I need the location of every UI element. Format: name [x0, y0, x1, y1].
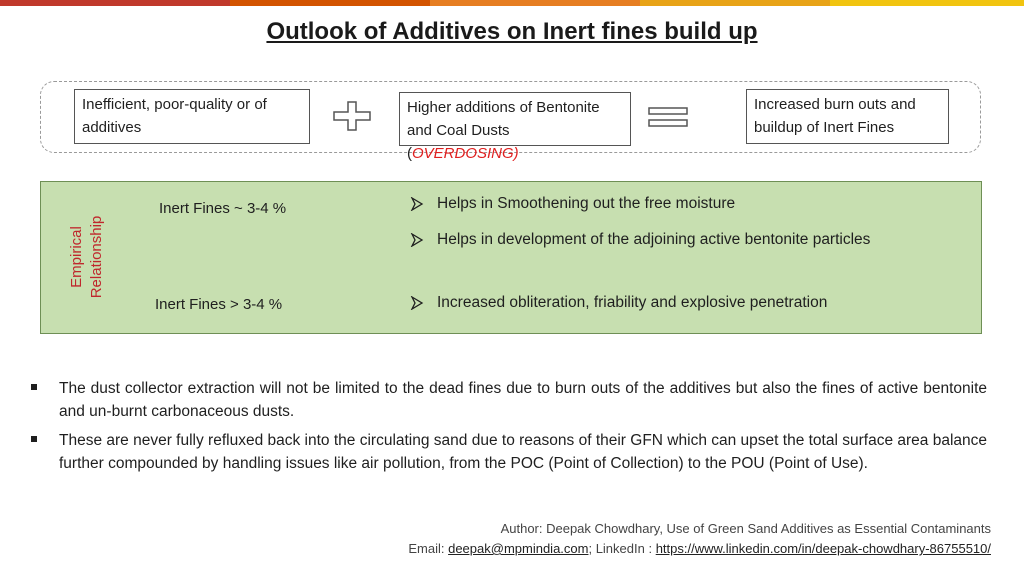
plus-icon: [333, 101, 371, 131]
side-label-line1: Empirical: [68, 226, 85, 288]
condition-low: Inert Fines ~ 3-4 %: [159, 200, 287, 217]
condition-high: Inert Fines > 3-4 %: [155, 296, 283, 313]
square-bullet-icon: [31, 384, 37, 390]
slide-title: Outlook of Additives on Inert fines build up: [266, 18, 758, 45]
color-bar-segment: [0, 0, 230, 6]
color-bar-segment: [640, 0, 830, 6]
additions-text: Higher additions of Bentonite and Coal Dusts: [407, 99, 600, 139]
arrow-bullet-icon: [410, 296, 424, 310]
arrow-bullet-icon: [410, 197, 424, 211]
effect-item: [410, 294, 827, 312]
footer-author: Author: Deepak Chowdhary, Use of Green Sand Additives as Essential Contaminants: [500, 521, 991, 536]
linkedin-link[interactable]: https://www.linkedin.com/in/deepak-chowdhary-86755510/: [655, 541, 991, 556]
color-bar-segment: [830, 0, 1024, 6]
empirical-relationship-label: [67, 192, 111, 322]
effect-text: Helps in development of the adjoining active bentonite particles: [437, 231, 871, 248]
color-bar-segment: [230, 0, 430, 6]
effect-text: Increased obliteration, friability and explosive penetration: [437, 294, 828, 311]
side-label-line2: Relationship: [88, 215, 105, 299]
effect-text: Helps in Smoothening out the free moisture: [437, 195, 736, 212]
linkedin-label: ; LinkedIn :: [588, 541, 656, 556]
email-label: Email:: [408, 541, 449, 556]
square-bullet-icon: [31, 436, 37, 442]
effect-item: [410, 231, 870, 249]
color-bar-segment: [430, 0, 640, 6]
cause-box: Inefficient, poor-quality or of additives: [74, 89, 310, 144]
additions-box: [399, 92, 631, 162]
equals-icon: [648, 107, 688, 127]
email-link[interactable]: deepak@mpmindia.com: [448, 541, 589, 556]
overdosing-label: OVERDOSING): [412, 145, 519, 162]
effect-item: [410, 195, 735, 213]
bullet-paragraph: The dust collector extraction will not be limited to the dead fines due to burn outs of the additives but also the fines of active bentonite and un-burnt carbonaceous dusts.: [59, 380, 987, 420]
bullet-paragraph: These are never fully refluxed back into the circulating sand due to reasons of their GFN which can upset the total surface area balance further compounded by handling issues like air pollution, from the POC (Point of Collection) to the POU (Point of Use).: [59, 432, 987, 472]
result-box: Increased burn outs and buildup of Inert Fines: [746, 89, 949, 144]
arrow-bullet-icon: [410, 233, 424, 247]
top-color-bar: [0, 0, 1024, 6]
overdosing-open-paren: (: [407, 145, 412, 162]
footer-contact: [408, 541, 991, 556]
